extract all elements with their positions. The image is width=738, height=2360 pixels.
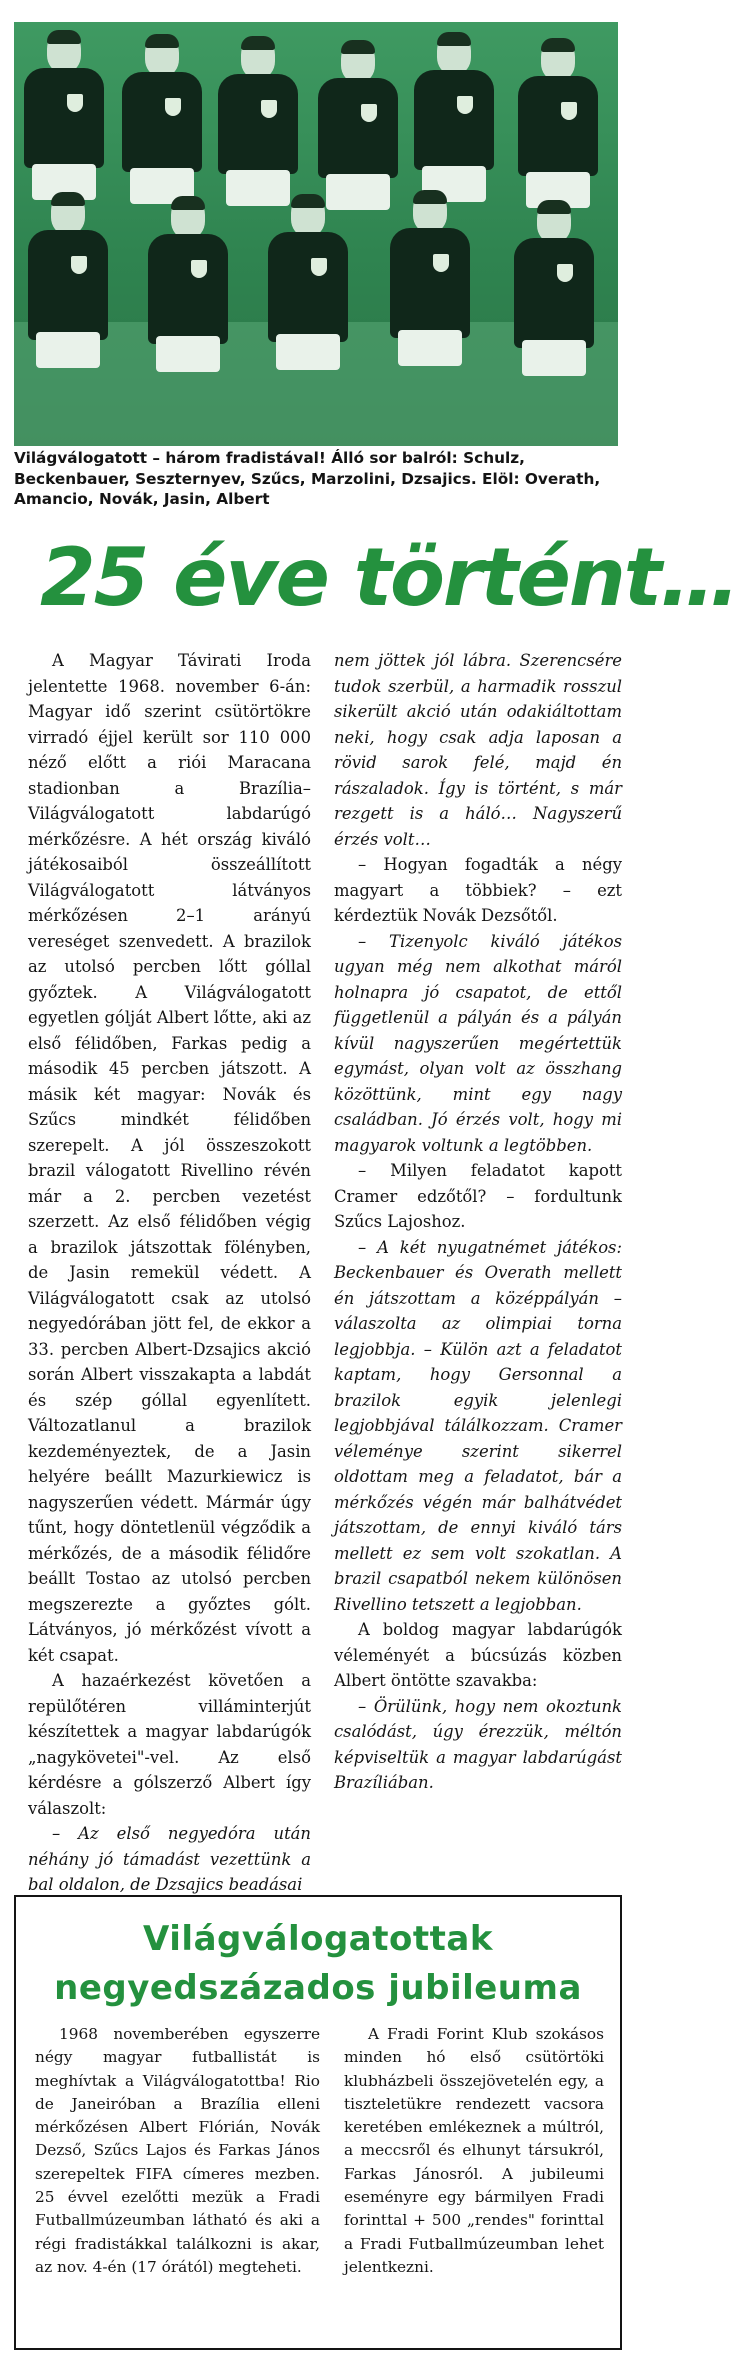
- article-paragraph: – A két nyugatnémet játékos: Beckenbauer és Overath mellett én játszottam a középpályán – válaszolta az olimpiai torna legjobbja. – Külön azt a feladatot kaptam, hogy Gersonnal a brazilok egyik jelenlegi legjobbjával tálálkozzam. Cramer véleménye szerint sikerrel oldottam meg a feladatot, bár a mérkőzés végén már balhátvédet játszottam, de ennyi kiváló társ mellett ez sem volt szokatlan. A brazil csapatból nekem különösen Rivellino tetszett a legjobban.: [334, 1237, 622, 1614]
- player-figure: [118, 34, 206, 219]
- article-paragraph: nem jöttek jól lábra. Szerencsére tudok szerbül, a harmadik rosszul sikerült akció után odakiáltottam neki, hogy csak adja laposan a rövid sarok felé, majd én rászaladok. Így is történt, s már rezgett is a háló… Nagyszerű érzés volt…: [334, 651, 622, 849]
- box-title-line2: negyedszázados jubileuma: [54, 1968, 582, 2008]
- player-figure: [20, 30, 108, 215]
- article-column-left: [28, 648, 311, 1894]
- article-paragraph: – Örülünk, hogy nem okoztunk csalódást, úgy érezzük, méltón képviseltük a magyar labdarúgást Brazíliában.: [334, 1696, 622, 1792]
- box-title-line1: Világválogatottak: [143, 1919, 493, 1959]
- box-title: [16, 1915, 620, 2013]
- box-paragraph: A Fradi Forint Klub szokásos minden hó első csütörtöki klubházbeli összejövetelén egy, a tiszteletükre rendezett vacsora keretében emlékeznek a múltról, a meccsről és elhunyt társukról, Farkas Jánosról. A jubileumi eseményre egy bármilyen Fradi forinttal + 500 „rendes" forinttal a Fradi Futballmúzeumban lehet jelentkezni.: [344, 2025, 604, 2276]
- article-paragraph: – Milyen feladatot kapott Cramer edzőtől? – fordultunk Szűcs Lajoshoz.: [334, 1161, 622, 1231]
- jubilee-box: [14, 1895, 622, 2350]
- box-column-right: [344, 2023, 604, 2279]
- article-paragraph: A hazaérkezést követően a repülőtéren villáminterjút készítettek a magyar labdarúgók „nagykövetei"-vel. Az első kérdésre a gólszerző Albert így válaszolt:: [28, 1671, 311, 1818]
- player-figure: [514, 38, 602, 223]
- player-figure: [24, 192, 112, 377]
- article-paragraph: A boldog magyar labdarúgók véleményét a búcsúzás közben Albert öntötte szavakba:: [334, 1620, 622, 1690]
- player-figure: [264, 194, 352, 379]
- player-figure: [386, 190, 474, 375]
- player-figure: [510, 200, 598, 385]
- article-paragraph: – Hogyan fogadták a négy magyart a többiek? – ezt kérdeztük Novák Dezsőtől.: [334, 855, 622, 925]
- article-column-right: [334, 648, 622, 1878]
- photo-caption: Világválogatott – három fradistával! Álló sor balról: Schulz, Beckenbauer, Seszternyev, Szűcs, Marzolini, Dzsajics. Elöl: Overath, Amancio, Novák, Jasin, Albert: [14, 449, 601, 508]
- headline: 25 éve történt…: [40, 531, 738, 624]
- team-photo: [14, 22, 618, 446]
- article-paragraph: A Magyar Távirati Iroda jelentette 1968. november 6-án: Magyar idő szerint csütörtökre virradó éjjel került sor 110 000 néző előtt a riói Maracana stadionban a Brazília–Világválogatott labdarúgó mérkőzésre. A hét ország kiváló játékosaiból összeállított Világválogatott látványos mérkőzésen 2–1 arányú vereséget szenvedett. A brazilok az utolsó percben lőtt góllal győztek. A Világválogatott egyetlen gólját Albert lőtte, aki az első félidőben, Farkas pedig a második 45 percben játszott. A másik két magyar: Novák és Szűcs mindkét félidőben szerepelt. A jól összeszokott brazil válogatott Rivellino révén már a 2. percben vezetést szerzett. Az első félidőben végig a brazilok játszottak fölényben, de Jasin remekül védett. A Világválogatott csak az utolsó negyedórában jött fel, de ekkor a 33. percben Albert-Dzsajics akció során Albert visszakapta a labdát és szép góllal egyenlített. Változatlanul a brazilok kezdeményeztek, de a Jasin helyére beállt Mazurkiewicz is nagyszerűen védett. Mármár úgy tűnt, hogy döntetlenül végződik a mérkőzés, de a második félidőre beállt Tostao az utolsó percben megszerezte a győztes gólt. Látványos, jó mérkőzést vívott a két csapat.: [28, 651, 311, 1665]
- article-paragraph: – Az első negyedóra után néhány jó támadást vezettünk a bal oldalon, de Dzsajics beadásai: [28, 1824, 311, 1894]
- article-paragraph: – Tizenyolc kiváló játékos ugyan még nem alkothat máról holnapra jó csapatot, de ettől függetlenül a pályán és a pályán kívül nagyszerűen megértettük egymást, olyan volt az összhang közöttünk, mint egy nagy családban. Jó érzés volt, hogy mi magyarok voltunk a legtöbben.: [334, 931, 622, 1155]
- box-paragraph: 1968 novemberében egyszerre négy magyar futballistát is meghívtak a Világválogatottba! Rio de Janeiróban a Brazília elleni mérkőzésen Albert Flórián, Novák Dezső, Szűcs Lajos és Farkas János szerepeltek FIFA címeres mezben. 25 évvel ezelőtti mezük a Fradi Futballmúzeumban látható és aki a régi fradistákkal találkozni is akar, az nov. 4-én (17 órától) megteheti.: [35, 2025, 320, 2276]
- player-figure: [144, 196, 232, 381]
- box-column-left: [35, 2023, 320, 2279]
